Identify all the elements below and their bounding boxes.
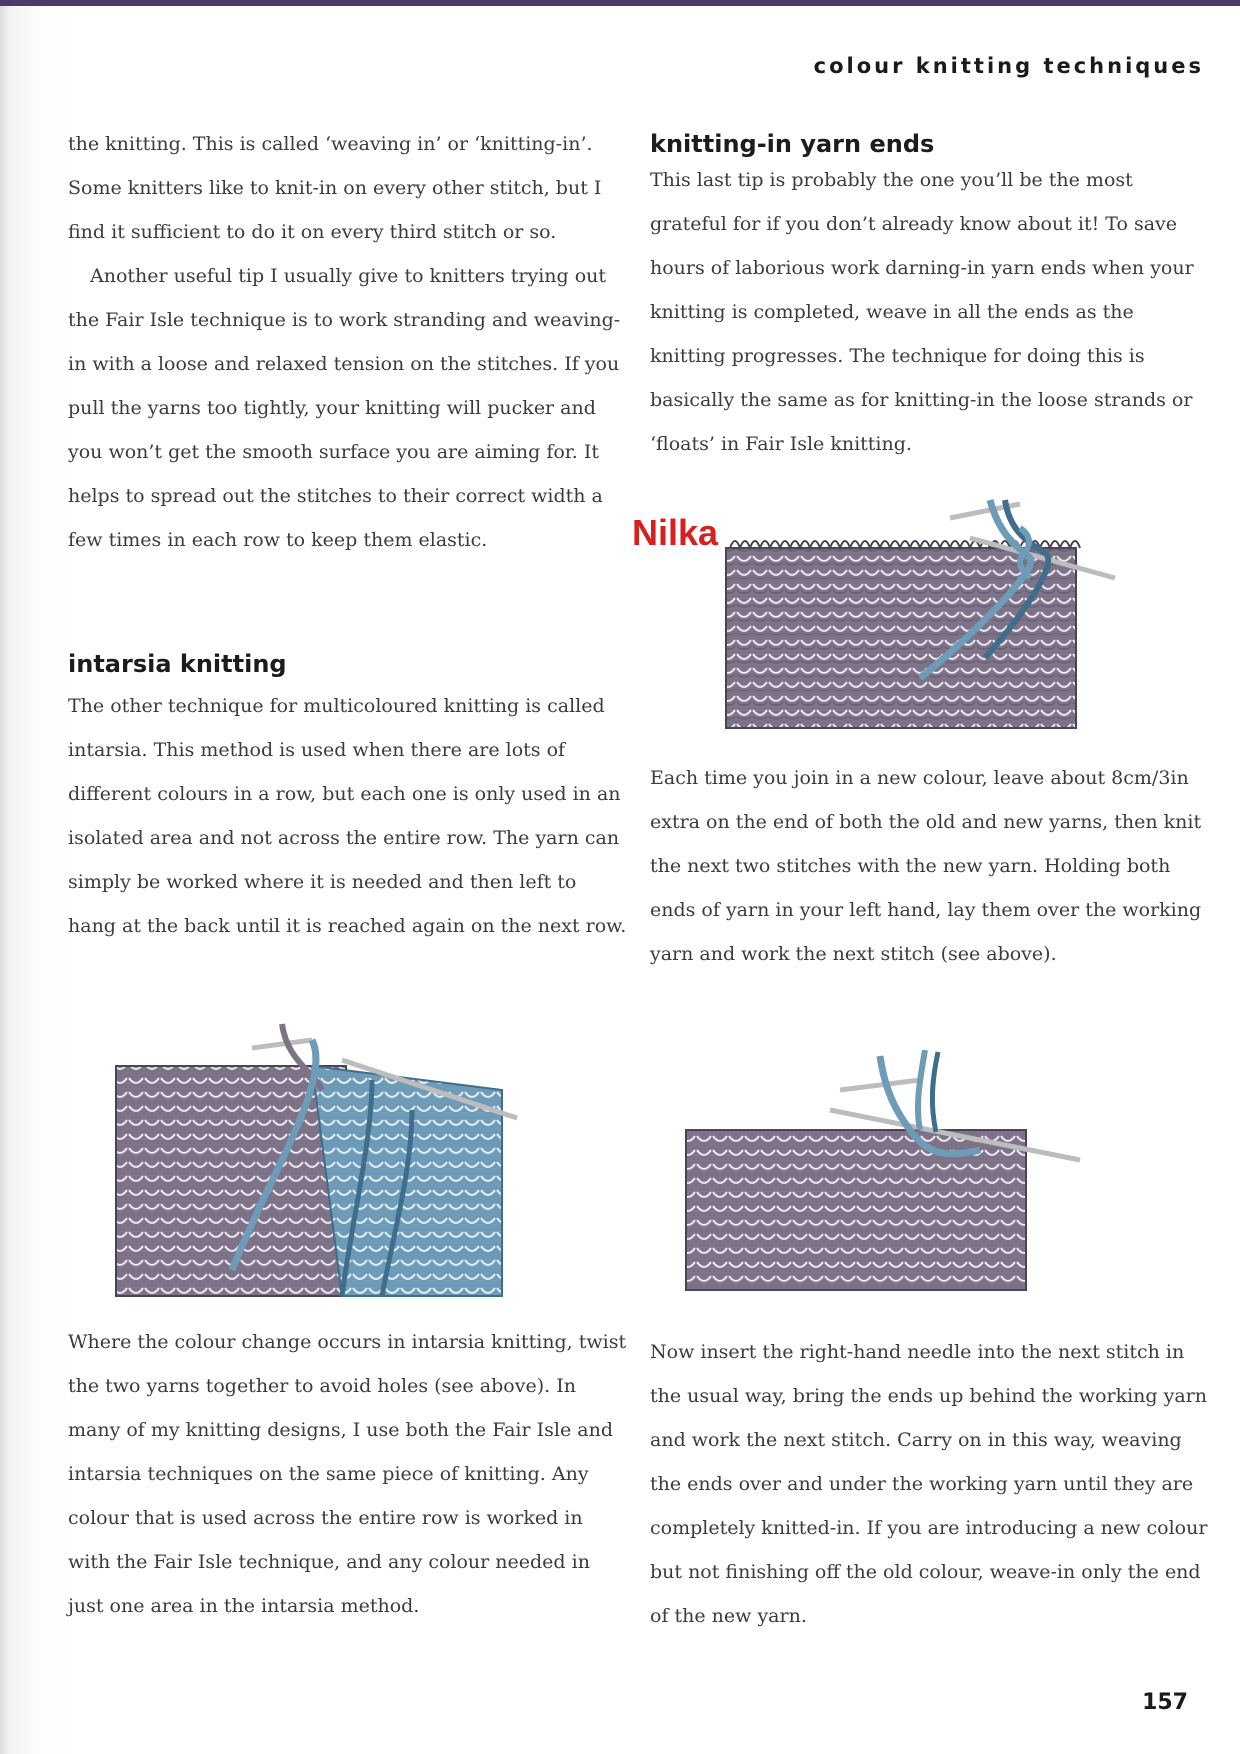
left-paragraph-4: Where the colour change occurs in intarsia knitting, twist the two yarns together to avoid holes (see above). In many of my knitting designs, I use both the Fair Isle and intarsia techniques on the same piece of knitting. Any colour that is used across the entire row is worked in with the Fair Isle technique, and any colour needed in just one area in the intarsia method. bbox=[68, 1331, 627, 1617]
right-column bbox=[650, 122, 1210, 466]
page-top-edge bbox=[0, 0, 1240, 6]
right-paragraph-2: Each time you join in a new colour, leave about 8cm/3in extra on the end of both the old and new yarns, then knit the next two stitches with the new yarn. Holding both ends of yarn in your left hand, lay them over the working yarn and work the next stitch (see above). bbox=[650, 767, 1202, 965]
page-number: 157 bbox=[1142, 1690, 1188, 1715]
right-paragraph-3: Now insert the right-hand needle into the next stitch in the usual way, bring the ends up behind the working yarn and work the next stitch. Carry on in this way, weaving the ends over and under the working yarn until they are completely knitted-in. If you are introducing a new colour but not finishing off the old colour, weave-in only the end of the new yarn. bbox=[650, 1341, 1208, 1627]
illustration-weaving-ends-1 bbox=[720, 498, 1120, 738]
left-paragraph-2: Another useful tip I usually give to knitters trying out the Fair Isle technique is to work stranding and weaving-in with a loose and relaxed tension on the stitches. If you pull the yarns too tightly, your knitting will pucker and you won’t get the smooth surface you are aiming for. It helps to spread out the stitches to their correct width a few times in each row to keep them elastic. bbox=[68, 265, 621, 551]
right-section-3 bbox=[650, 1330, 1210, 1638]
knitting-in-heading: knitting-in yarn ends bbox=[650, 130, 935, 158]
left-paragraph-3: The other technique for multicoloured knitting is called intarsia. This method is used when there are lots of different colours in a row, but each one is only used in an isolated area and not across the entire row. The yarn can simply be worked where it is needed and then left to hang at the back until it is reached again on the next row. bbox=[68, 695, 627, 937]
left-column bbox=[68, 122, 628, 562]
running-head: colour knitting techniques bbox=[813, 54, 1204, 78]
intarsia-heading: intarsia knitting bbox=[68, 650, 287, 678]
left-section-4 bbox=[68, 1320, 628, 1628]
left-paragraph-1: the knitting. This is called ‘weaving in’ or ‘knitting-in’. Some knitters like to knit-in on every other stitch, but I find it sufficient to do it on every third stitch or so. bbox=[68, 133, 602, 243]
watermark-text: Nilka bbox=[632, 512, 719, 553]
illustration-weaving-ends-2 bbox=[680, 1050, 1090, 1300]
illustration-intarsia bbox=[112, 1020, 522, 1302]
right-paragraph-1: This last tip is probably the one you’ll be the most grateful for if you don’t already know about it! To save hours of laborious work darning-in yarn ends when your knitting is completed, weave in all the ends as the knitting progresses. The technique for doing this is basically the same as for knitting-in the loose strands or ‘floats’ in Fair Isle knitting. bbox=[650, 169, 1194, 455]
right-section-2 bbox=[650, 756, 1210, 976]
intarsia-section bbox=[68, 650, 628, 948]
